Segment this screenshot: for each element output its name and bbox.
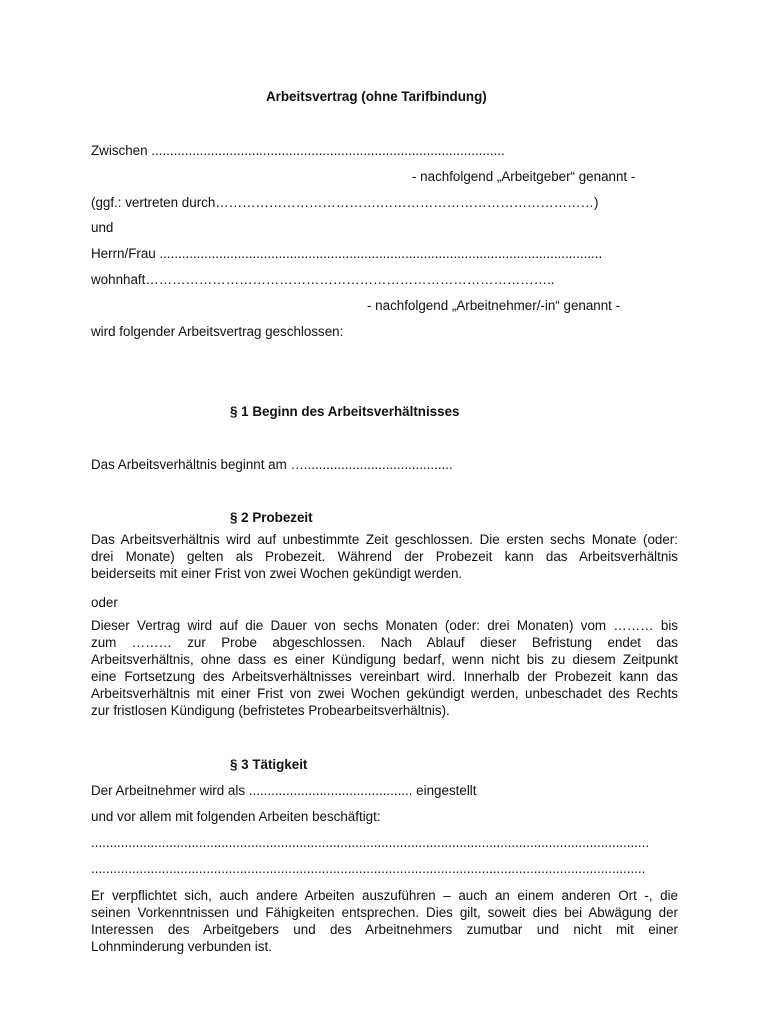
paragraph-line: Lohnminderung verbunden ist. (91, 939, 272, 954)
und-line: und (91, 220, 114, 235)
paragraph-line: drei Monate) gelten als Probezeit. Während der Probezeit kann das Arbeitsverhältnis (91, 549, 678, 564)
geschlossen-line: wird folgender Arbeitsvertrag geschlossen: (91, 324, 344, 339)
dotted-line-1: ...................................................................................................................................................... (91, 835, 650, 850)
eingestellt-line: Der Arbeitnehmer wird als ............................................ eingestellt (91, 783, 477, 798)
paragraph-line: Das Arbeitsverhältnis wird auf unbestimmte Zeit geschlossen. Die ersten sechs Monate (oder: (91, 532, 678, 547)
paragraph-line: seinen Vorkenntnissen und Fähigkeiten entsprechen. Dies gilt, soweit dies bei Abwägung der (91, 905, 678, 920)
arbeitgeber-note: - nachfolgend „Arbeitgeber“ genannt - (412, 169, 636, 184)
paragraph-line: Er verpflichtet sich, auch andere Arbeiten auszuführen – auch an einem anderen Ort -, die (91, 888, 678, 903)
section2-paragraph-2 (91, 617, 678, 719)
document-title: Arbeitsvertrag (ohne Tarifbindung) (266, 89, 487, 104)
paragraph-line: beiderseits mit einer Frist von zwei Wochen gekündigt werden. (91, 566, 463, 581)
paragraph-line: Arbeitsverhältnis mit einer Frist von zwei Wochen gekündigt werden, unbeschadet des Rechts (91, 686, 678, 701)
section2-heading: § 2 Probezeit (230, 510, 313, 525)
section1-text: Das Arbeitsverhältnis beginnt am …........................................ (91, 457, 453, 472)
section1-heading: § 1 Beginn des Arbeitsverhältnisses (230, 404, 460, 419)
paragraph-line: Arbeitsverhältnis, ohne dass es einer Kündigung bedarf, wenn nicht bis zu diesem Zeitpunkt (91, 652, 678, 667)
dotted-line-2: ..................................................................................................................................................... (91, 861, 646, 876)
paragraph-line: zur fristlosen Kündigung (befristetes Probearbeitsverhältnis). (91, 703, 450, 718)
vertreten-line: (ggf.: vertreten durch……………………………….…………………………………………) (91, 195, 599, 210)
oder-line: oder (91, 595, 118, 610)
beschaeftigt-line: und vor allem mit folgenden Arbeiten beschäftigt: (91, 809, 381, 824)
paragraph-line: zum ……… zur Probe abgeschlossen. Nach Ablauf dieser Befristung endet das (91, 635, 678, 650)
zwischen-line: Zwischen ............................................................................................... (91, 143, 505, 158)
section3-heading: § 3 Tätigkeit (230, 757, 308, 772)
paragraph-line: eine Fortsetzung des Arbeitsverhältnisses vereinbart wird. Innerhalb der Probezeit kann das (91, 669, 678, 684)
paragraph-line: Dieser Vertrag wird auf die Dauer von sechs Monaten (oder: drei Monaten) vom ……… bis (91, 618, 678, 633)
arbeitnehmer-note: - nachfolgend „Arbeitnehmer/-in“ genannt - (367, 298, 621, 313)
herr-frau-line: Herrn/Frau ....................................................................................................................... (91, 246, 603, 261)
wohnhaft-line: wohnhaft……………………………………………………………………………….. (91, 272, 555, 287)
paragraph-line: Interessen des Arbeitgebers und des Arbeitnehmers zumutbar und nicht mit einer (91, 922, 678, 937)
section2-paragraph-1 (91, 531, 678, 582)
section3-paragraph (91, 887, 678, 955)
